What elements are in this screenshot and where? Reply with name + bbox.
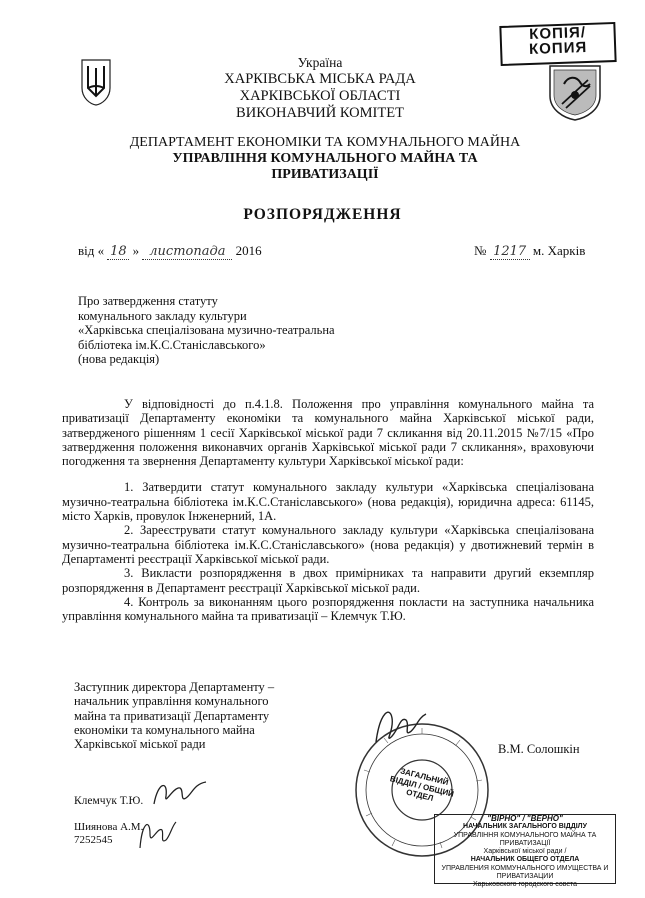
signatory-line: економіки та комунального майна [74, 722, 255, 737]
verno-line2: УПРАВЛІННЯ КОМУНАЛЬНОГО МАЙНА ТА ПРИВАТИЗАЦІЇ [453, 831, 597, 847]
subject-block [78, 294, 335, 367]
verno-title: "ВІРНО" / "ВЕРНО" [487, 814, 563, 823]
executor-signature-icon [136, 812, 180, 856]
number-prefix: № [474, 243, 487, 258]
signatory-name: В.М. Солошкін [498, 742, 580, 756]
header-line3: ВИКОНАВЧИЙ КОМІТЕТ [236, 104, 404, 121]
copy-stamp-line1: КОПІЯ/ [528, 24, 587, 43]
subject-line: бібліотека ім.К.С.Станіславського» [78, 337, 266, 352]
date-year: 2016 [235, 243, 262, 258]
verno-line6: Харьковского городского совета [472, 881, 578, 889]
copy-stamp-line2: КОПИЯ [528, 38, 588, 59]
executor-phone: 7252545 [74, 834, 113, 846]
number-line [474, 243, 585, 260]
date-month: листопада [142, 244, 232, 260]
department-line1: ДЕПАРТАМЕНТ ЕКОНОМІКИ ТА КОМУНАЛЬНОГО МАЙНА [129, 135, 521, 150]
verno-line4: НАЧАЛЬНИК ОБЩЕГО ОТДЕЛА [470, 856, 580, 864]
executor-block [74, 821, 143, 847]
signatory-position [74, 680, 274, 751]
order-body [62, 397, 594, 623]
header-line1: ХАРКІВСЬКА МІСЬКА РАДА [224, 70, 416, 87]
body-item-4: 4. Контроль за виконанням цього розпорядження покласти на заступника начальника управління комунального майна та приватизації – Клемчук Т.Ю. [62, 594, 594, 624]
approver-signature-icon [150, 776, 210, 812]
signatory-line: майна та приватизації Департаменту [74, 708, 270, 723]
round-seal-center: ЗАГАЛЬНИЙ ВІДДІЛ / ОБЩИЙ ОТДЕЛ [389, 766, 455, 803]
subject-line: комунального закладу культури [78, 308, 247, 323]
signatory-line: Харківської міської ради [74, 737, 206, 752]
date-prefix: від « [78, 243, 105, 258]
body-item-1: 1. Затвердити статут комунального закладу культури «Харківська спеціалізована музично-театральна бібліотека ім.К.С.Станіславського» (нова редакція), юридична адреса: 61145, місто Харків, провулок Інженерний, 1А. [62, 480, 594, 524]
header-line2: ХАРКІВСЬКОЇ ОБЛАСТІ [239, 87, 401, 104]
document-title: РОЗПОРЯДЖЕННЯ [243, 206, 402, 223]
subject-line: Про затвердження статуту [78, 294, 218, 308]
copy-stamp [499, 22, 616, 66]
trident-icon [80, 58, 112, 106]
number-value: 1217 [490, 244, 530, 260]
issuer-header [180, 56, 460, 122]
body-item-2: 2. Зареєструвати статут комунального закладу культури «Харківська спеціалізована музично-театральна бібліотека ім.К.С.Станіславського» (нова редакція) у двотижневий термін в Департаменті реєстрації Харківської міської ради. [62, 523, 594, 566]
body-item-3: 3. Викласти розпорядження в двох примірниках та направити другий екземпляр розпорядження в Департамент реєстрації Харківської міської ради. [62, 566, 594, 595]
executor-name: Шиянова А.М. [74, 821, 144, 833]
date-day: 18 [107, 244, 129, 260]
signatory-line: Заступник директора Департаменту – [74, 680, 275, 694]
certified-copy-stamp [434, 814, 616, 889]
verno-line5: УПРАВЛЕНИЯ КОММУНАЛЬНОГО ИМУЩЕСТВА И ПРИВАТИЗАЦИИ [441, 864, 609, 881]
department-block [60, 135, 590, 183]
header-country: Україна [297, 55, 343, 70]
department-line2: УПРАВЛІННЯ КОМУНАЛЬНОГО МАЙНА ТА [172, 151, 478, 166]
subject-line: «Харківська спеціалізована музично-театральна [78, 323, 335, 337]
date-line [78, 243, 262, 260]
number-city: м. Харків [532, 243, 586, 258]
signatory-line: начальник управління комунального [74, 694, 269, 709]
date-mid: » [132, 243, 140, 258]
body-intro: У відповідності до п.4.1.8. Положення про управління комунального майна та приватизації Департаменту економіки та комунального майна Харківської міської ради, затвердженого рішенням 1 сесії Харківської міської ради 7 скликання від 20.11.2015 №7/15 «Про затвердження положення виконавчих органів Харківської міської ради 7 скликання», враховуючи погодження та звернення Департаменту культури Харківської міської ради: [62, 397, 594, 469]
verno-line3: Харківської міської ради / [483, 848, 567, 856]
director-signature-icon [370, 702, 430, 752]
approver-name: Клемчук Т.Ю. [74, 795, 144, 807]
department-line3: ПРИВАТИЗАЦІЇ [271, 167, 379, 182]
subject-line: (нова редакція) [78, 352, 160, 366]
verno-line1: НАЧАЛЬНИК ЗАГАЛЬНОГО ВІДДІЛУ [463, 823, 587, 831]
kharkiv-coat-of-arms-icon [546, 62, 604, 122]
